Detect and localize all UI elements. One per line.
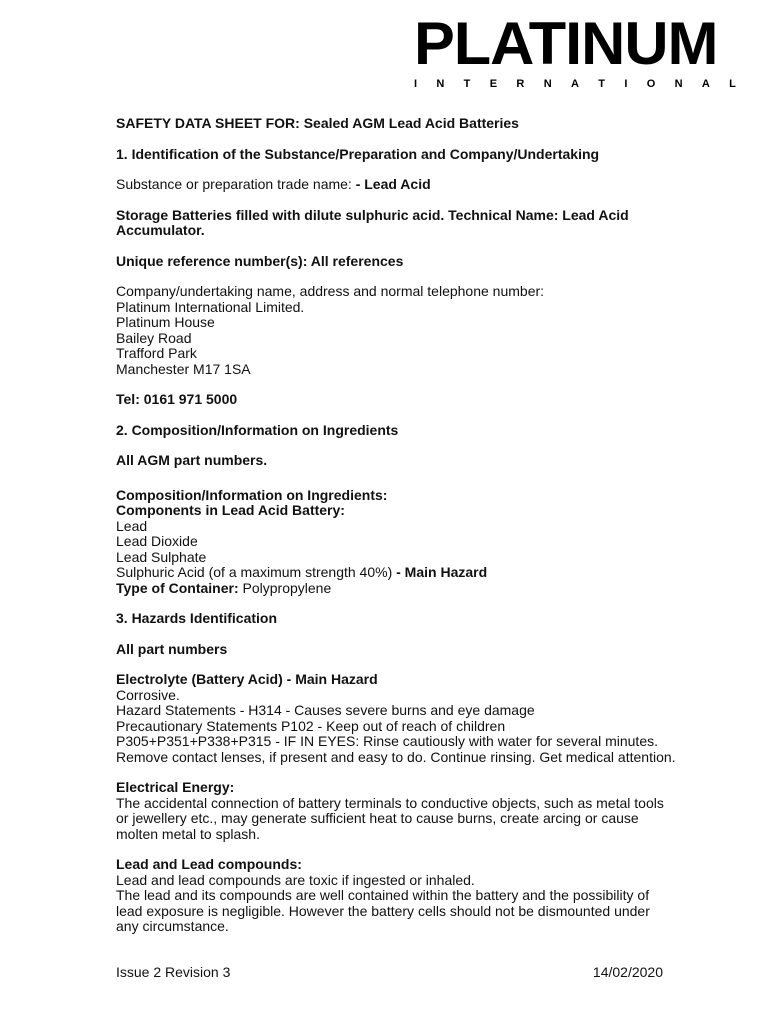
- sulphuric-line: [116, 565, 676, 581]
- logo-letter: I: [414, 78, 418, 90]
- electrical-text: The accidental connection of battery terminals to conductive objects, such as metal tools or jewellery etc., may generate sufficient heat to cause burns, create arcing or cause molten metal to splash.: [116, 794, 664, 842]
- logo-letter: T: [463, 78, 471, 90]
- electrolyte-line: Corrosive.: [116, 686, 180, 703]
- company-block: [116, 284, 676, 377]
- lead-line: Lead and lead compounds are toxic if ingested or inhaled.: [116, 871, 475, 888]
- lead-line: The lead and its compounds are well contained within the battery and the possibility of lead exposure is negligible. However the battery cells should not be dismounted under any circumstance.: [116, 887, 650, 934]
- electrolyte-block: [116, 672, 676, 765]
- component-item: Lead Dioxide: [116, 533, 198, 549]
- section-2-heading: 2. Composition/Information on Ingredients: [116, 421, 399, 438]
- electrolyte-heading: Electrolyte (Battery Acid) - Main Hazard: [116, 671, 378, 687]
- all-agm-parts: All AGM part numbers.: [116, 452, 268, 468]
- component-item: Lead: [116, 517, 148, 534]
- component-item: Lead Sulphate: [116, 548, 207, 565]
- platinum-logo: [414, 10, 738, 90]
- logo-letter: A: [701, 78, 710, 90]
- trade-name-label: Substance or preparation trade name:: [116, 176, 356, 192]
- footer-date: 14/02/2020: [592, 964, 663, 980]
- address-line: Platinum House: [116, 314, 215, 330]
- address-line: Platinum International Limited.: [116, 298, 305, 315]
- address-line: Manchester M17 1SA: [116, 360, 251, 377]
- logo-letter: R: [516, 78, 525, 90]
- components-heading: Components in Lead Acid Battery:: [116, 502, 345, 518]
- all-part-numbers: All part numbers: [116, 640, 228, 657]
- trade-name: [116, 177, 676, 193]
- logo-letter: I: [624, 78, 628, 90]
- logo-letter: L: [729, 78, 736, 90]
- document-body: [116, 116, 676, 950]
- storage-line: Storage Batteries filled with dilute sulphuric acid. Technical Name: Lead Acid Accumulator.: [116, 206, 629, 238]
- container-line: [116, 581, 676, 597]
- composition-heading: Composition/Information on Ingredients:: [116, 486, 388, 503]
- composition-block: [116, 488, 676, 597]
- address-line: Bailey Road: [116, 329, 192, 346]
- sulphuric-text: Sulphuric Acid (of a maximum strength 40%): [116, 564, 397, 580]
- logo-subtitle: [414, 78, 736, 90]
- lead-block: [116, 857, 676, 935]
- logo-letter: N: [436, 78, 445, 90]
- electrolyte-line: P305+P351+P338+P315 - IF IN EYES: Rinse cautiously with water for several minutes. Remove contact lenses, if present and easy to do. Continue rinsing. Get medical attention.: [116, 733, 676, 765]
- electrical-block: [116, 780, 676, 842]
- company-label: Company/undertaking name, address and normal telephone number:: [116, 283, 545, 299]
- logo-letter: N: [674, 78, 683, 90]
- unique-reference: Unique reference number(s): All references: [116, 252, 404, 269]
- document-title: SAFETY DATA SHEET FOR: Sealed AGM Lead Acid Batteries: [116, 115, 519, 131]
- electrical-heading: Electrical Energy:: [116, 779, 235, 795]
- section-3-heading: 3. Hazards Identification: [116, 610, 278, 626]
- electrolyte-line: Hazard Statements - H314 - Causes severe burns and eye damage: [116, 702, 535, 718]
- logo-letter: N: [543, 78, 552, 90]
- container-label: Type of Container:: [116, 579, 239, 596]
- electrolyte-line: Precautionary Statements P102 - Keep out of reach of children: [116, 717, 506, 734]
- footer-issue: Issue 2 Revision 3: [116, 964, 231, 980]
- main-hazard-label: - Main Hazard: [396, 564, 488, 580]
- logo-letter: E: [489, 78, 498, 90]
- telephone: Tel: 0161 971 5000: [116, 391, 238, 407]
- logo-letter: T: [598, 78, 605, 90]
- logo-letter: O: [646, 78, 656, 90]
- section-1-heading: 1. Identification of the Substance/Preparation and Company/Undertaking: [116, 145, 600, 162]
- lead-heading: Lead and Lead compounds:: [116, 856, 302, 872]
- address-line: Trafford Park: [116, 345, 197, 361]
- trade-name-value: - Lead Acid: [355, 176, 431, 192]
- container-value: Polypropylene: [238, 579, 332, 596]
- logo-letter: A: [570, 78, 579, 90]
- logo-wordmark: PLATINUM: [414, 10, 718, 77]
